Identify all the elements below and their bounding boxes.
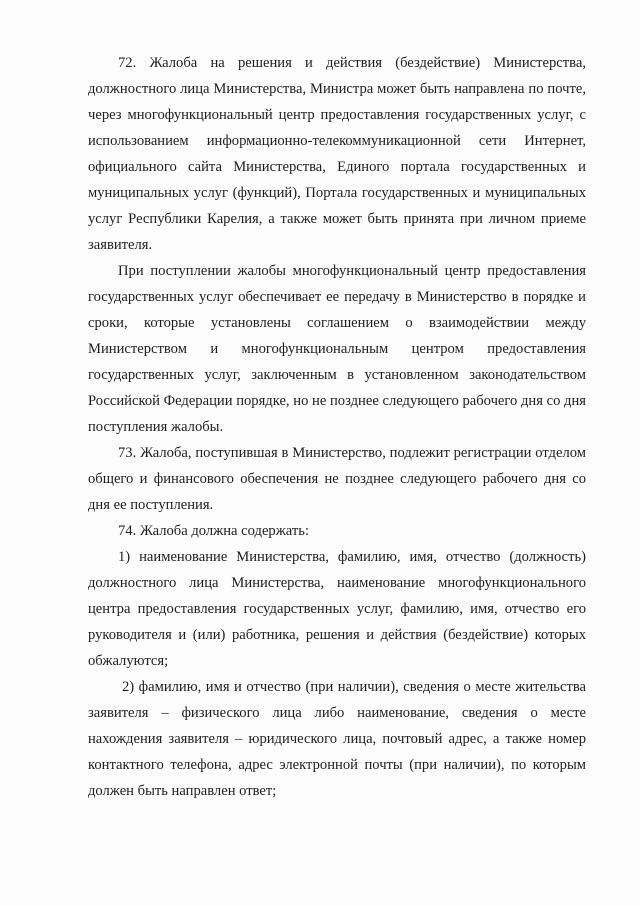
paragraph-74: 74. Жалоба должна содержать:	[118, 523, 309, 539]
document-body	[88, 50, 586, 804]
paragraph-72: 72. Жалоба на решения и действия (бездействие) Министерства, должностного лица Министерства, Министра может быть направлена по почте, через многофункциональный центр предоставления государственных услуг, с использованием информационно-телекоммуникационной сети Интернет, официального сайта Министерства, Единого портала государственных и муниципальных услуг (функций), Портала государственных и муниципальных услуг Республики Карелия, а также может быть принята при личном приеме заявителя.	[88, 55, 586, 253]
paragraph-73: 73. Жалоба, поступившая в Министерство, подлежит регистрации отделом общего и финансового обеспечения не позднее следующего рабочего дня со дня ее поступления.	[88, 445, 586, 513]
paragraph-72-mfc: При поступлении жалобы многофункциональный центр предоставления государственных услуг обеспечивает ее передачу в Министерство в порядке и сроки, которые установлены соглашением о взаимодействии между Министерством и многофункциональным центром предоставления государственных услуг, заключенным в установленном законодательством Российской Федерации порядке, но не позднее следующего рабочего дня со дня поступления жалобы.	[88, 263, 586, 435]
paragraph-74-item-1: 1) наименование Министерства, фамилию, имя, отчество (должность) должностного лица Министерства, наименование многофункционального центра предоставления государственных услуг, фамилию, имя, отчество его руководителя и (или) работника, решения и действия (бездействие) которых обжалуются;	[88, 549, 586, 669]
paragraph-74-item-2: 2) фамилию, имя и отчество (при наличии), сведения о месте жительства заявителя – физического лица либо наименование, сведения о месте нахождения заявителя – юридического лица, почтовый адрес, а также номер контактного телефона, адрес электронной почты (при наличии), по которым должен быть направлен ответ;	[88, 679, 586, 799]
